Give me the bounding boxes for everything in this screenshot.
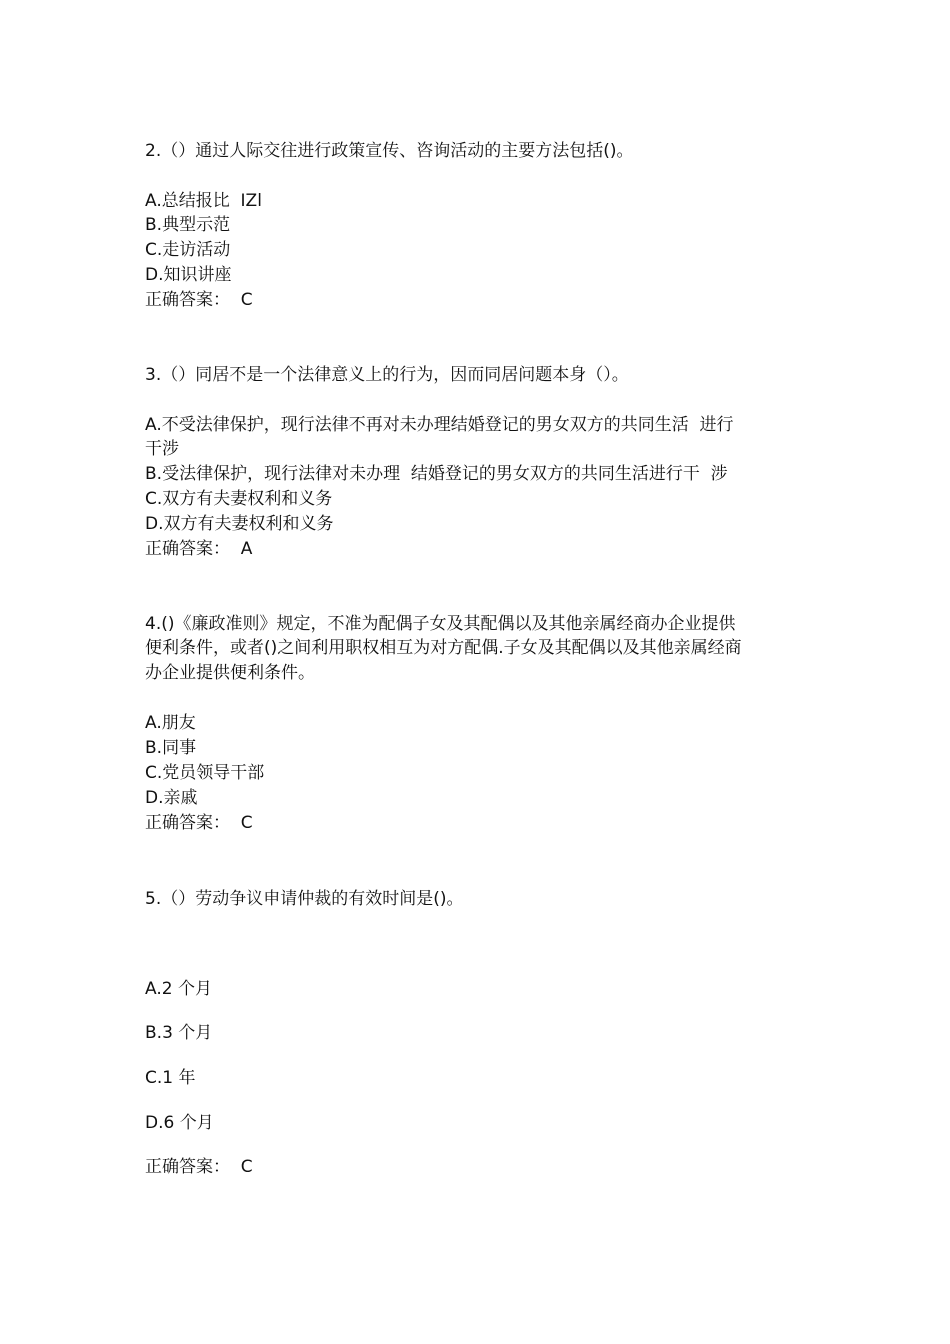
question-stem: 2.（）通过人际交往进行政策宣传、咨询活动的主要方法包括()。 xyxy=(145,141,634,161)
option-d: D.6 个月 xyxy=(145,1113,214,1133)
question-stem: 4.()《廉政准则》规定，不准为配偶子女及其配偶以及其他亲属经商办企业提供 xyxy=(145,614,736,634)
option-d: D.知识讲座 xyxy=(145,265,232,285)
option-c: C.党员领导干部 xyxy=(145,763,265,783)
correct-answer: 正确答案： A xyxy=(145,539,253,559)
option-a: A.朋友 xyxy=(145,713,196,733)
correct-answer: 正确答案： C xyxy=(145,813,253,833)
question-stem-continued: 便利条件，或者()之间利用职权相互为对方配偶.子女及其配偶以及其他亲属经商 xyxy=(145,638,742,658)
option-a: A.不受法律保护，现行法律不再对未办理结婚登记的男女双方的共同生活 进行 xyxy=(145,415,734,435)
option-d: D.双方有夫妻权利和义务 xyxy=(145,514,334,534)
question-stem: 3.（）同居不是一个法律意义上的行为，因而同居问题本身（）。 xyxy=(145,365,629,385)
option-c: C.走访活动 xyxy=(145,240,231,260)
option-a: A.总结报比 IZl xyxy=(145,191,262,211)
option-b: B.3 个月 xyxy=(145,1023,213,1043)
option-b: B.典型示范 xyxy=(145,215,231,235)
option-a: A.2 个月 xyxy=(145,979,212,999)
option-b: B.受法律保护，现行法律对未办理 结婚登记的男女双方的共同生活进行干 涉 xyxy=(145,464,728,484)
correct-answer: 正确答案： C xyxy=(145,290,253,310)
option-d: D.亲戚 xyxy=(145,788,198,808)
option-b: B.同事 xyxy=(145,738,197,758)
question-stem: 5.（）劳动争议申请仲裁的有效时间是()。 xyxy=(145,889,464,909)
option-c: C.双方有夫妻权利和义务 xyxy=(145,489,333,509)
option-a-continued: 干涉 xyxy=(145,439,179,459)
correct-answer: 正确答案： C xyxy=(145,1157,253,1177)
option-c: C.1 年 xyxy=(145,1068,196,1088)
question-stem-continued: 办企业提供便利条件。 xyxy=(145,663,315,683)
